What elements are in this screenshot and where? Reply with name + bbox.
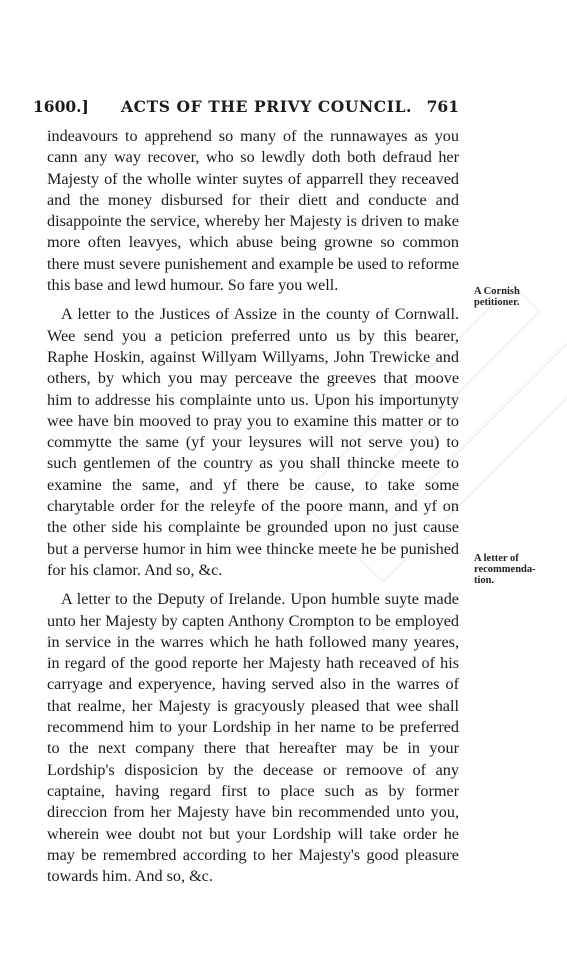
header-year: 1600.]	[33, 97, 89, 116]
margin-note-line: petitioner.	[474, 297, 520, 308]
margin-note-cornish-petitioner	[474, 286, 554, 308]
paragraph-cornwall-letter: A letter to the Justices of Assize in the county of Cornwall. Wee send you a peticion preferred unto us by this bearer, Raphe Hoskin, against Willyam Willyams, John Trewicke and others, by which you may perceave the greeves that moove him to addresse his complainte unto us. Upon his importunyty wee have bin mooved to pray you to examine this matter or to commytte the same (yf your leysures will not serve you) to such gentlemen of the country as you shall thincke meete to examine the same, and yf there be cause, to take some charytable order for the releyfe of the poore mann, and yf on the other side his complainte be grounded upon no just cause but a perverse humor in him wee thincke meete he be punished for his clamor. And so, &c.	[47, 305, 459, 579]
margin-note-line: A Cornish	[474, 286, 520, 297]
margin-note-line: tion.	[474, 575, 495, 586]
running-header	[33, 97, 459, 119]
header-title: ACTS OF THE PRIVY COUNCIL.	[121, 97, 413, 116]
page-number: 761	[426, 97, 459, 116]
paragraph-continuation: indeavours to apprehend so many of the runnawayes as you cann any way recover, who so lewdly doth both defraud her Majesty of the wholle winter suytes of apparrell they receaved and the money disbursed for their diett and conducte and disappointe the service, whereby her Majesty is driven to make more often leavyes, which abuse being growne so common there must severe punishement and example be used to reforme this base and lewd humour. So fare you well.	[47, 127, 459, 295]
paragraph-ireland-letter: A letter to the Deputy of Irelande. Upon humble suyte made unto her Majesty by capten Anthony Crompton to be employed in service in the warres which he hath followed many yeares, in regard of the good reporte her Majesty hath receaved of his carryage and experyence, having served also in the warres of that realme, her Majesty is gracyously pleased that wee shall recommend him to your Lordship in her name to be preferred to the next company there that hereafter may be in your Lordship's disposicion by the decease or remoove of any captaine, having regard first to place such as by former direccion from her Majesty have bin recommended unto you, wherein wee doubt not but your Lordship will take order he may be remembred according to her Majesty's good pleasure towards him. And so, &c.	[47, 590, 459, 886]
body-text	[47, 126, 459, 887]
margin-note-line: A letter of	[474, 553, 519, 564]
margin-note-recommendation	[474, 553, 554, 586]
margin-note-line: recommenda-	[474, 564, 536, 575]
